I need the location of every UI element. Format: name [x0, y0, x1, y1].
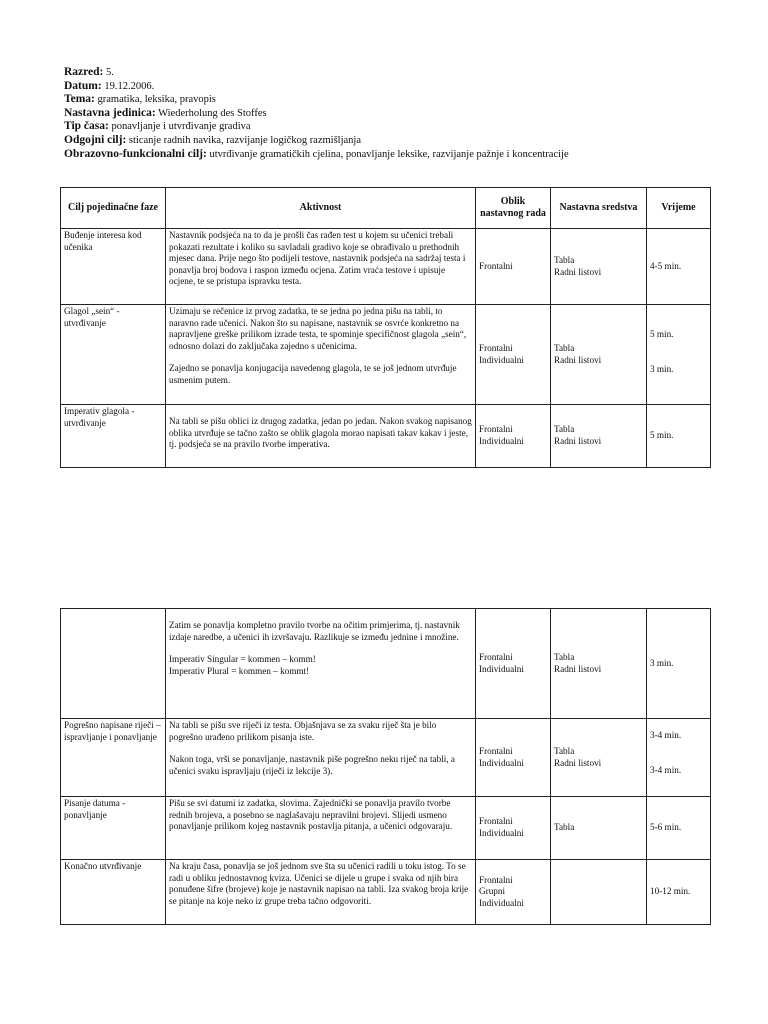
vrijeme-cell — [647, 719, 711, 797]
datum-label: Datum: — [64, 79, 102, 92]
oblik-cell — [476, 860, 551, 925]
vrijeme-cell — [647, 860, 711, 925]
sredstva-item: Tabla — [554, 651, 575, 662]
oblik-item: Individualni — [479, 354, 524, 365]
obrazovno-line — [64, 148, 704, 162]
oblik-item: Frontalni — [479, 342, 513, 353]
oblik-item: Frontalni — [479, 424, 513, 435]
oblik-item: Grupni — [479, 886, 506, 897]
oblik-cell — [476, 229, 551, 305]
oblik-item: Frontalni — [479, 745, 513, 756]
col-sredstva-header: Nastavna sredstva — [551, 188, 647, 229]
razred-label: Razred: — [64, 66, 104, 78]
table-row — [61, 719, 711, 797]
aktivnost-cell: Nastavnik podsjeća na to da je prošli čas rađen test u kojem su učenici trebali pokazati rezultate i koliko su savladali gradivo koje se obrađivalo u prethodnih mjesec dana. Prije nego što podijeli testove, nastavnik podsjeća na sadržaj testa i ponavlja broj bodova i raspon između ocjena. Zatim vraća testove i upisuje ocjene, te se pristupa ispravku testa. — [166, 229, 476, 305]
aktivnost-paragraph: Imperativ Plural = kommen – kommt! — [169, 665, 310, 676]
vrijeme-cell — [647, 609, 711, 719]
aktivnost-cell: Na kraju časa, ponavlja se još jednom sve šta su učenici radili u toku istog. To se radi u obliku jednostavnog kviza. Učenici se dijele u grupe i svaka od njih bira ponuđene šifre (brojeve) koje je nastavnik napisao na tabli. Iza svakog broja krije se pitanje na koje neko iz grupe treba tačno odgovoriti. — [166, 860, 476, 925]
sredstva-item: Tabla — [554, 745, 575, 756]
vrijeme-cell — [647, 305, 711, 405]
sredstva-cell — [551, 860, 647, 925]
obrazovno-label: Obrazovno-funkcionalni cilj: — [64, 147, 207, 160]
aktivnost-paragraph: Zajedno se ponavlja konjugacija navedenog glagola, te se još jednom utvrđuje usmenim putem. — [169, 363, 457, 385]
aktivnost-cell: Pišu se svi datumi iz zadatka, slovima. Zajednički se ponavlja pravilo tvorbe rednih brojeva, a posebno se naglašavaju nepravilni brojevi. Slijedi usmeno ponavljanje prilikom kojeg nastavnik postavlja pitanja, a učenici odgovaraju. — [166, 797, 476, 860]
oblik-item: Frontalni — [479, 260, 513, 271]
razred-value: 5. — [103, 67, 114, 78]
sredstva-item: Tabla — [554, 424, 575, 435]
col-vrijeme-header: Vrijeme — [647, 188, 711, 229]
cilj-cell — [61, 609, 166, 719]
lesson-table-2 — [60, 608, 711, 925]
col-oblik-header: Oblik nastavnog rada — [476, 188, 551, 229]
table-row — [61, 797, 711, 860]
vrijeme-item: 5 min. — [650, 430, 674, 441]
sredstva-cell — [551, 405, 647, 468]
jedinica-value: Wiederholung des Stoffes — [155, 107, 267, 119]
vrijeme-item: 10-12 min. — [650, 886, 691, 897]
oblik-item: Individualni — [479, 436, 524, 446]
sredstva-item: Radni listovi — [554, 266, 602, 277]
sredstva-item: Tabla — [554, 822, 575, 833]
cilj-cell: Glagol „sein“ - utvrđivanje — [61, 305, 166, 405]
tip-value: ponavljanje i utvrđivanje gradiva — [108, 121, 251, 133]
oblik-item: Frontalni — [479, 816, 513, 827]
sredstva-item: Radni listovi — [554, 757, 602, 768]
vrijeme-item: 5 min. — [650, 329, 674, 339]
oblik-item: Individualni — [479, 828, 524, 838]
aktivnost-cell — [166, 609, 476, 719]
vrijeme-item: 3 min. — [650, 657, 674, 668]
oblik-item: Individualni — [479, 663, 524, 674]
sredstva-item: Radni listovi — [554, 354, 602, 365]
oblik-item: Individualni — [479, 897, 524, 908]
sredstva-cell — [551, 229, 647, 305]
cilj-cell: Imperativ glagola - utvrđivanje — [61, 405, 166, 468]
sredstva-cell — [551, 719, 647, 797]
cilj-cell: Pisanje datuma - ponavljanje — [61, 797, 166, 860]
cilj-cell: Buđenje interesa kod učenika — [61, 229, 166, 305]
sredstva-cell — [551, 797, 647, 860]
aktivnost-cell — [166, 405, 476, 468]
vrijeme-item: 5-6 min. — [650, 822, 682, 833]
vrijeme-cell — [647, 797, 711, 860]
odgojni-value: sticanje radnih navika, razvijanje logičkog razmišljanja — [126, 134, 361, 146]
lesson-table-1 — [60, 187, 711, 468]
vrijeme-item: 4-5 min. — [650, 260, 682, 271]
cilj-cell: Konačno utvrđivanje — [61, 860, 166, 925]
table-row — [61, 305, 711, 405]
sredstva-cell — [551, 305, 647, 405]
vrijeme-item: 3-4 min. — [650, 764, 682, 775]
aktivnost-cell — [166, 305, 476, 405]
aktivnost-paragraph: Imperativ Singular = kommen – komm! — [169, 654, 316, 665]
jedinica-label: Nastavna jedinica: — [64, 106, 156, 119]
oblik-cell — [476, 305, 551, 405]
vrijeme-item: 3-4 min. — [650, 730, 682, 740]
oblik-cell — [476, 609, 551, 719]
col-cilj-header: Cilj pojedinačne faze — [61, 188, 166, 229]
vrijeme-item: 3 min. — [650, 363, 674, 374]
cilj-cell: Pogrešno napisane riječi – ispravljanje i ponavljanje — [61, 719, 166, 797]
sredstva-cell — [551, 609, 647, 719]
tema-line — [64, 93, 704, 107]
aktivnost-paragraph: Zatim se ponavlja kompletno pravilo tvorbe na očitim primjerima, tj. nastavnik izdaje naredbe, a učenici ih izvršavaju. Razlikuje se između jednine i množine. — [169, 620, 460, 642]
oblik-item: Frontalni — [479, 874, 513, 885]
vrijeme-cell — [647, 405, 711, 468]
datum-value: 19.12.2006. — [101, 80, 155, 92]
aktivnost-paragraph: Na tabli se pišu oblici iz drugog zadatka, jedan po jedan. Nakon svakog napisanog oblika utvrđuje se tačno zašto se oblik glagola morao napisati takav kakav i jeste, tj. podsjeća se na pravilo tvorbe imperativa. — [169, 416, 472, 450]
aktivnost-paragraph: Uzimaju se rečenice iz prvog zadatka, te se jedna po jedna pišu na tabli, to naravno rade učenici. Nakon što su napisane, nastavnik se osvrće konkretno na napravljene greške prilikom izrade testa, te spominje specifičnost glagola „sein“, odnosno dolazi do zaključaka zajedno s učenicima. — [169, 306, 467, 351]
vrijeme-cell — [647, 229, 711, 305]
table-row — [61, 405, 711, 468]
table-row — [61, 229, 711, 305]
sredstva-item: Tabla — [554, 342, 575, 353]
oblik-cell — [476, 797, 551, 860]
aktivnost-paragraph: Nakon toga, vrši se ponavljanje, nastavnik piše pogrešno neku riječ na tabli, a učenici svaku ispravljaju (riječi iz lekcije 3). — [169, 754, 456, 776]
lesson-header — [64, 66, 704, 161]
tip-label: Tip časa: — [64, 120, 109, 133]
col-aktivnost-header: Aktivnost — [166, 188, 476, 229]
razred-line — [64, 66, 704, 80]
obrazovno-value: utvrđivanje gramatičkih cjelina, ponavljanje leksike, razvijanje pažnje i koncentracije — [206, 148, 569, 160]
aktivnost-cell — [166, 719, 476, 797]
tema-label: Tema: — [64, 93, 95, 106]
table-header-row — [61, 188, 711, 229]
tip-line — [64, 120, 704, 134]
sredstva-item: Radni listovi — [554, 436, 602, 446]
jedinica-line — [64, 107, 704, 121]
oblik-cell — [476, 405, 551, 468]
oblik-item: Frontalni — [479, 651, 513, 662]
sredstva-item: Radni listovi — [554, 663, 602, 674]
aktivnost-paragraph: Na tabli se pišu sve riječi iz testa. Objašnjava se za svaku riječ šta je bilo pogrešno urađeno prilikom pisanja iste. — [169, 720, 437, 742]
table-row — [61, 860, 711, 925]
oblik-cell — [476, 719, 551, 797]
datum-line — [64, 80, 704, 94]
sredstva-item: Tabla — [554, 254, 575, 265]
tema-value: gramatika, leksika, pravopis — [94, 94, 216, 106]
odgojni-line — [64, 134, 704, 148]
table-row — [61, 609, 711, 719]
oblik-item: Individualni — [479, 757, 524, 768]
odgojni-label: Odgojni cilj: — [64, 133, 127, 146]
